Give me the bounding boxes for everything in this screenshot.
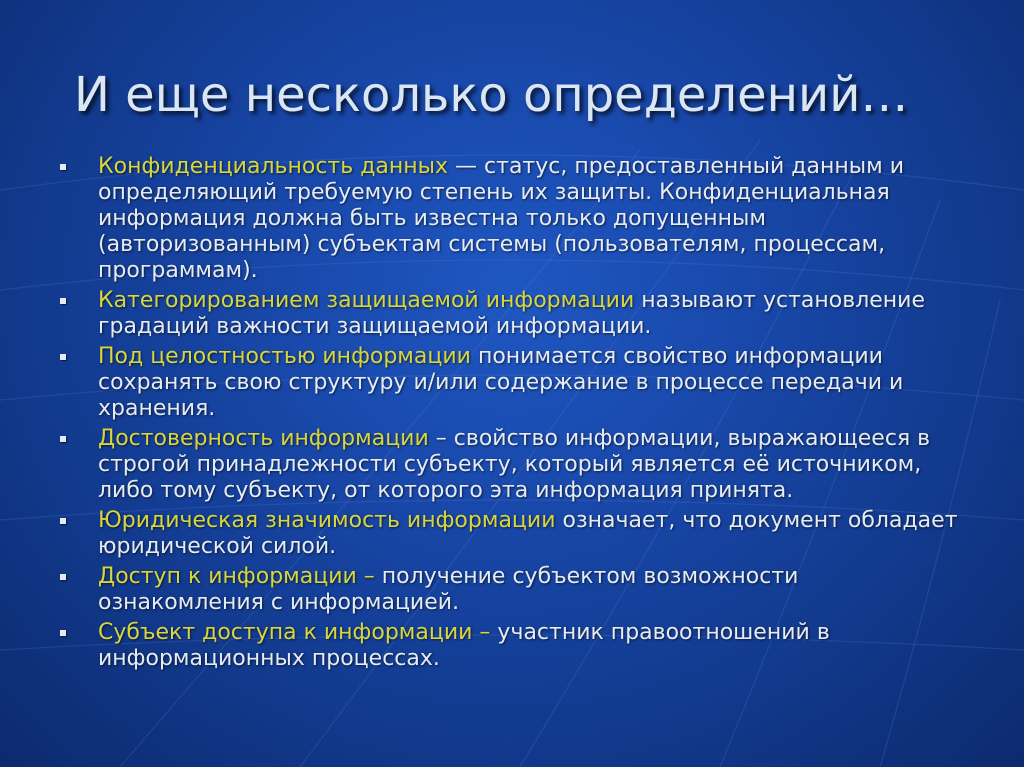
term-highlight: Доступ к информации – bbox=[98, 564, 375, 589]
list-item bbox=[58, 508, 968, 560]
definition-text: участник правоотношений в информационных процессах. bbox=[98, 620, 830, 671]
definition-text: получение субъектом возможности ознакомления с информацией. bbox=[98, 564, 799, 615]
definitions-list bbox=[58, 154, 968, 676]
list-item bbox=[58, 564, 968, 616]
list-item bbox=[58, 344, 968, 422]
term-highlight: Категорированием защищаемой информации bbox=[98, 288, 635, 313]
list-item bbox=[58, 620, 968, 672]
definition-text: — статус, предоставленный данным и определяющий требуемую степень их защиты. Конфиденциальная информация должна быть известна только допущенным (авторизованным) субъектам системы (пользователям, процессам, программам). bbox=[98, 154, 904, 283]
square-bullet-icon bbox=[60, 354, 66, 360]
term-highlight: Под целостностью информации bbox=[98, 344, 471, 369]
definition-text: понимается свойство информации сохранять свою структуру и/или содержание в процессе передачи и хранения. bbox=[98, 344, 904, 421]
definition-text: называют установление градаций важности защищаемой информации. bbox=[98, 288, 926, 339]
term-highlight: Юридическая значимость информации bbox=[98, 508, 556, 533]
list-item bbox=[58, 154, 968, 284]
square-bullet-icon bbox=[60, 298, 66, 304]
definition-text: – свойство информации, выражающееся в строгой принадлежности субъекту, который является её источником, либо тому субъекту, от которого эта информация принята. bbox=[98, 426, 931, 503]
list-item bbox=[58, 426, 968, 504]
square-bullet-icon bbox=[60, 436, 66, 442]
square-bullet-icon bbox=[60, 164, 66, 170]
term-highlight: Конфиденциальность данных bbox=[98, 154, 449, 179]
definition-text: означает, что документ обладает юридической силой. bbox=[98, 508, 958, 559]
square-bullet-icon bbox=[60, 518, 66, 524]
list-item bbox=[58, 288, 968, 340]
slide-title: И еще несколько определений… bbox=[74, 67, 909, 123]
term-highlight: Достоверность информации bbox=[98, 426, 429, 451]
term-highlight: Субъект доступа к информации – bbox=[98, 620, 491, 645]
square-bullet-icon bbox=[60, 630, 66, 636]
square-bullet-icon bbox=[60, 574, 66, 580]
